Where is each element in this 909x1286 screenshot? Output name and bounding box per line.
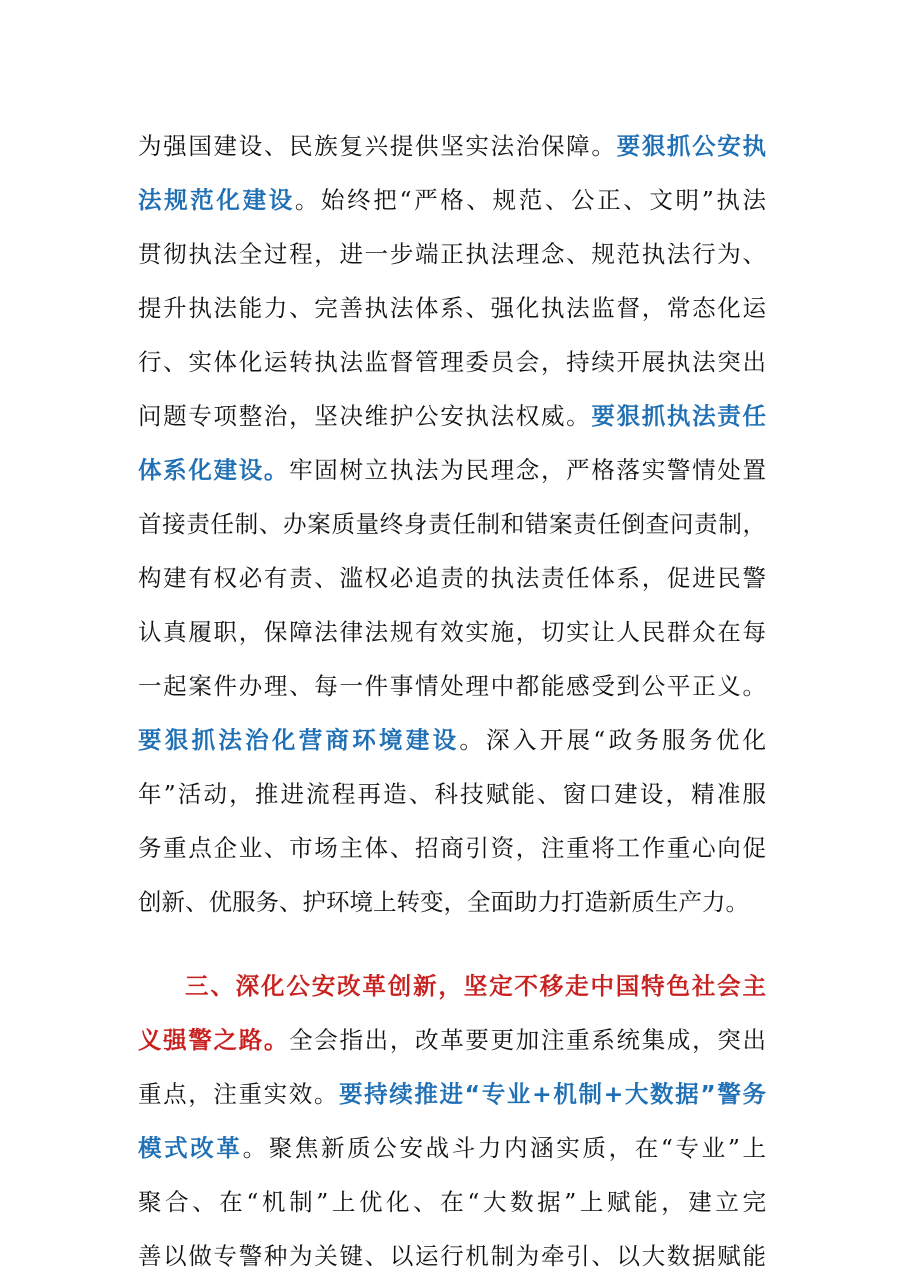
highlight-heading: 要狠抓公安执 <box>616 132 766 160</box>
section-heading-end: 义强警之路。 <box>138 1026 290 1054</box>
text-line: 认真履职，保障法律法规有效实施，切实让人民群众在每 <box>138 618 766 646</box>
text-line: 年”活动，推进流程再造、科技赋能、窗口建设，精准服 <box>138 780 766 808</box>
body-text: 重点，注重实效。 <box>138 1080 340 1108</box>
document-page <box>138 119 766 1283</box>
body-text: 。始终把“严格、规范、公正、文明”执法 <box>294 186 766 214</box>
text-line: 构建有权必有责、滥权必追责的执法责任体系，促进民警 <box>138 564 766 592</box>
highlight-heading: 法规范化建设 <box>138 186 295 214</box>
highlight-heading: 要狠抓执法责任 <box>591 402 766 430</box>
text-line: 善以做专警种为关键、以运行机制为牵引、以大数据赋能 <box>138 1242 766 1270</box>
text-line <box>138 173 766 227</box>
text-line: 务重点企业、市场主体、招商引资，注重将工作重心向促 <box>138 834 766 862</box>
text-line <box>138 389 766 443</box>
text-line: 创新、优服务、护环境上转变，全面助力打造新质生产力。 <box>138 888 749 916</box>
body-text: 。聚焦新质公安战斗力内涵实质，在“专业”上 <box>242 1134 766 1162</box>
body-text: 为强国建设、民族复兴提供坚实法治保障。 <box>138 132 617 160</box>
body-text: 问题专项整治，坚决维护公安执法权威。 <box>138 402 592 430</box>
text-line: 提升执法能力、完善执法体系、强化执法监督，常态化运 <box>138 294 766 322</box>
section-heading: 三、深化公安改革创新，坚定不移走中国特色社会主 <box>185 972 766 1000</box>
body-text: 全会指出，改革要更加注重系统集成，突出 <box>289 1026 766 1054</box>
text-line <box>138 1067 766 1121</box>
highlight-heading: 要持续推进“专业+机制+大数据”警务 <box>339 1080 766 1108</box>
highlight-heading: 模式改革 <box>138 1134 243 1162</box>
paragraph-law-enforcement <box>138 119 766 929</box>
body-text: 。深入开展“政务服务优化 <box>459 726 766 754</box>
text-line <box>138 443 766 497</box>
highlight-heading: 体系化建设。 <box>138 456 290 484</box>
highlight-heading: 要狠抓法治化营商环境建设 <box>138 726 460 754</box>
text-line: 聚合、在“机制”上优化、在“大数据”上赋能，建立完 <box>138 1188 766 1216</box>
text-line <box>138 713 766 767</box>
body-text: 牢固树立执法为民理念，严格落实警情处置 <box>289 456 766 484</box>
text-line <box>138 1013 766 1067</box>
text-line: 行、实体化运转执法监督管理委员会，持续开展执法突出 <box>138 348 766 376</box>
text-line: 首接责任制、办案质量终身责任制和错案责任倒查问责制， <box>138 510 766 538</box>
text-line: 贯彻执法全过程，进一步端正执法理念、规范执法行为、 <box>138 240 766 268</box>
text-line: 一起案件办理、每一件事情处理中都能感受到公平正义。 <box>138 672 766 700</box>
paragraph-reform <box>138 959 766 1283</box>
paragraph-gap <box>138 929 766 959</box>
text-line <box>138 119 766 173</box>
text-line <box>138 1121 766 1175</box>
